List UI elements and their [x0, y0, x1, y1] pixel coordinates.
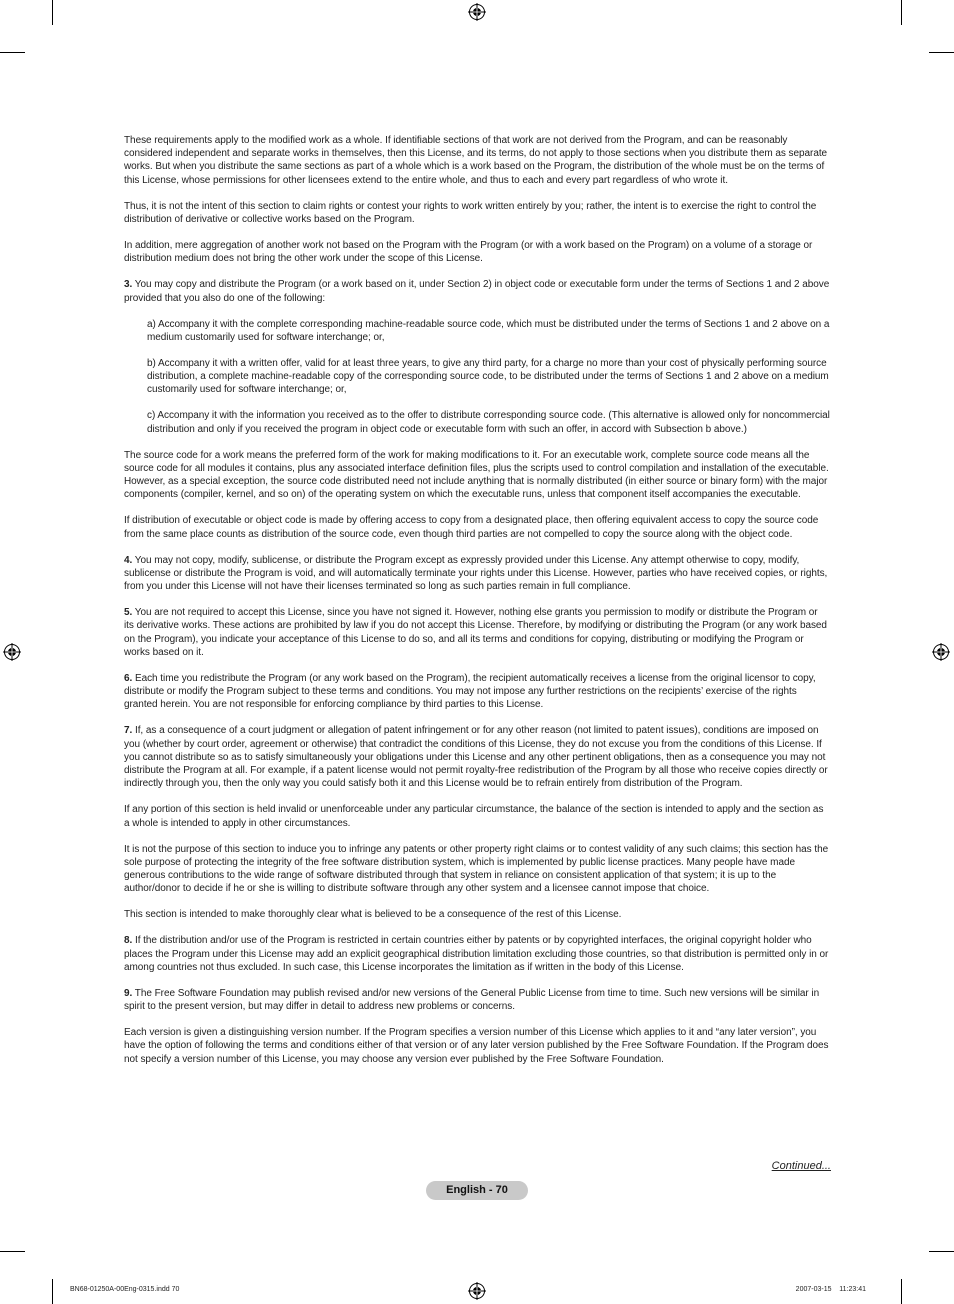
sub-item-b: b) Accompany it with a written offer, valid for at least three years, to give any third party, for a charge no more than your cost of physically performing source distribution, a complete machine-readable copy of the corresponding source code, to be distributed under the terms of Sections 1 and 2 above on a medium customarily used for software interchange; or,: [147, 357, 829, 396]
footer-file-name: BN68-01250A-00Eng-0315.indd 70: [70, 1286, 180, 1293]
section-4: 4. You may not copy, modify, sublicense, or distribute the Program except as expressly provided under this License. Any attempt otherwise to copy, modify, sublicense or distribute the Program is void, and will automatically terminate your rights under this License. However, parties who have received copies, or rights, from you under this License will not have their licenses terminated so long as such parties remain in full compliance.: [124, 554, 828, 593]
crop-mark: [929, 1251, 954, 1252]
page-number-badge: English - 70: [426, 1181, 528, 1200]
crop-mark: [0, 1251, 25, 1252]
registration-mark-icon: [932, 643, 950, 661]
crop-mark: [0, 52, 25, 53]
section-5: 5. You are not required to accept this License, since you have not signed it. However, nothing else grants you permission to modify or distribute the Program or its derivative works. These actions are prohibited by law if you do not accept this License. Therefore, by modifying or distributing the Program (or any work based on the Program), you indicate your acceptance of this License to do so, and all its terms and conditions for copying, distributing or modifying the Program or works based on it.: [124, 607, 827, 658]
paragraph: If any portion of this section is held invalid or unenforceable under any particular circumstance, the balance of the section is intended to apply and the section as a whole is intended to apply in other circumstances.: [124, 804, 824, 829]
crop-mark: [901, 1279, 902, 1304]
crop-mark: [929, 52, 954, 53]
section-6: 6. Each time you redistribute the Program (or any work based on the Program), the recipient automatically receives a license from the original licensor to copy, distribute or modify the Program subject to these terms and conditions. You may not impose any further restrictions on the recipients’ exercise of the rights granted herein. You are not responsible for enforcing compliance by third parties to this License.: [124, 672, 816, 711]
sub-item-a: a) Accompany it with the complete corresponding machine-readable source code, which must be distributed under the terms of Sections 1 and 2 above on a medium customarily used for software interchange; or,: [147, 318, 830, 343]
section-3: 3. You may copy and distribute the Program (or a work based on it, under Section 2) in object code or executable form under the terms of Sections 1 and 2 above provided that you also do one of the following:: [124, 279, 830, 304]
paragraph: It is not the purpose of this section to induce you to infringe any patents or other property right claims or to contest validity of any such claims; this section has the sole purpose of protecting the integrity of the free software distribution system, which is implemented by public license practices. Many people have made generous contributions to the wide range of software distributed through that system in reliance on consistent application of that system; it is up to the author/donor to decide if he or she is willing to distribute software through any other system and a licensee cannot impose that choice.: [124, 843, 829, 895]
registration-mark-icon: [3, 643, 21, 661]
paragraph: These requirements apply to the modified work as a whole. If identifiable sections of that work are not derived from the Program, and can be reasonably considered independent and separate works in themselves, then this License, and its terms, do not apply to those sections when you distribute them as separate works. But when you distribute the same sections as part of a whole which is a work based on the Program, the distribution of the whole must be on the terms of this License, whose permissions for other licensees extend to the entire whole, and thus to each and every part regardless of who wrote it.: [124, 135, 828, 186]
section-9: 9. The Free Software Foundation may publish revised and/or new versions of the General Public License from time to time. Such new versions will be similar in spirit to the present version, but may differ in detail to address new problems or concerns.: [124, 987, 820, 1013]
paragraph: In addition, mere aggregation of another work not based on the Program with the Program (or with a work based on the Program) on a volume of a storage or distribution medium does not bring the other work under the scope of this License.: [124, 240, 813, 265]
sub-item-c: c) Accompany it with the information you received as to the offer to distribute corresponding source code. (This alternative is allowed only for noncommercial distribution and only if you received the program in object code or executable form with such an offer, in accord with Subsection b above.): [147, 410, 830, 435]
crop-mark: [52, 0, 53, 25]
crop-mark: [52, 1279, 53, 1304]
footer-timestamp: 2007-03-15 11:23:41: [795, 1286, 866, 1293]
section-7: 7. If, as a consequence of a court judgment or allegation of patent infringement or for any other reason (not limited to patent issues), conditions are imposed on you (whether by court order, agreement or otherwise) that contradict the conditions of this License, they do not excuse you from the conditions of this License. If you cannot distribute so as to satisfy simultaneously your obligations under this License and any other pertinent obligations, then as a consequence you may not distribute the Program at all. For example, if a patent license would not permit royalty-free redistribution of the Program by all those who receive copies directly or indirectly through you, then the only way you could satisfy both it and this License would be to refrain entirely from distribution of the Program.: [124, 725, 828, 790]
section-8: 8. If the distribution and/or use of the Program is restricted in certain countries either by patents or by copyrighted interfaces, the original copyright holder who places the Program under this License may add an explicit geographical distribution limitation excluding those countries, so that distribution is permitted only in or among countries not thus excluded. In such case, this License incorporates the limitation as if written in the body of this License.: [124, 935, 829, 973]
paragraph: The source code for a work means the preferred form of the work for making modifications to it. For an executable work, complete source code means all the source code for all modules it contains, plus any associated interface definition files, plus the scripts used to control compilation and installation of the executable. However, as a special exception, the source code distributed need not include anything that is normally distributed (in either source or binary form) with the major components (compiler, kernel, and so on) of the operating system on which the executable runs, unless that component itself accompanies the executable.: [124, 449, 829, 501]
paragraph: If distribution of executable or object code is made by offering access to copy from a designated place, then offering equivalent access to copy the source code from the same place counts as distribution of the source code, even though third parties are not compelled to copy the source along with the object code.: [124, 515, 819, 540]
registration-mark-icon: [468, 3, 486, 21]
paragraph: Each version is given a distinguishing version number. If the Program specifies a version number of this License which applies to it and “any later version”, you have the option of following the terms and conditions either of that version or of any later version published by the Free Software Foundation. If the Program does not specify a version number of this License, you may choose any version ever published by the Free Software Foundation.: [124, 1027, 829, 1065]
paragraph: This section is intended to make thoroughly clear what is believed to be a consequence of the rest of this License.: [124, 909, 622, 921]
continued-label: Continued...: [771, 1160, 831, 1172]
registration-mark-icon: [468, 1282, 486, 1300]
crop-mark: [901, 0, 902, 25]
paragraph: Thus, it is not the intent of this section to claim rights or contest your rights to work written entirely by you; rather, the intent is to exercise the right to control the distribution of derivative or collective works based on the Program.: [124, 200, 817, 225]
license-text: [124, 134, 830, 1079]
